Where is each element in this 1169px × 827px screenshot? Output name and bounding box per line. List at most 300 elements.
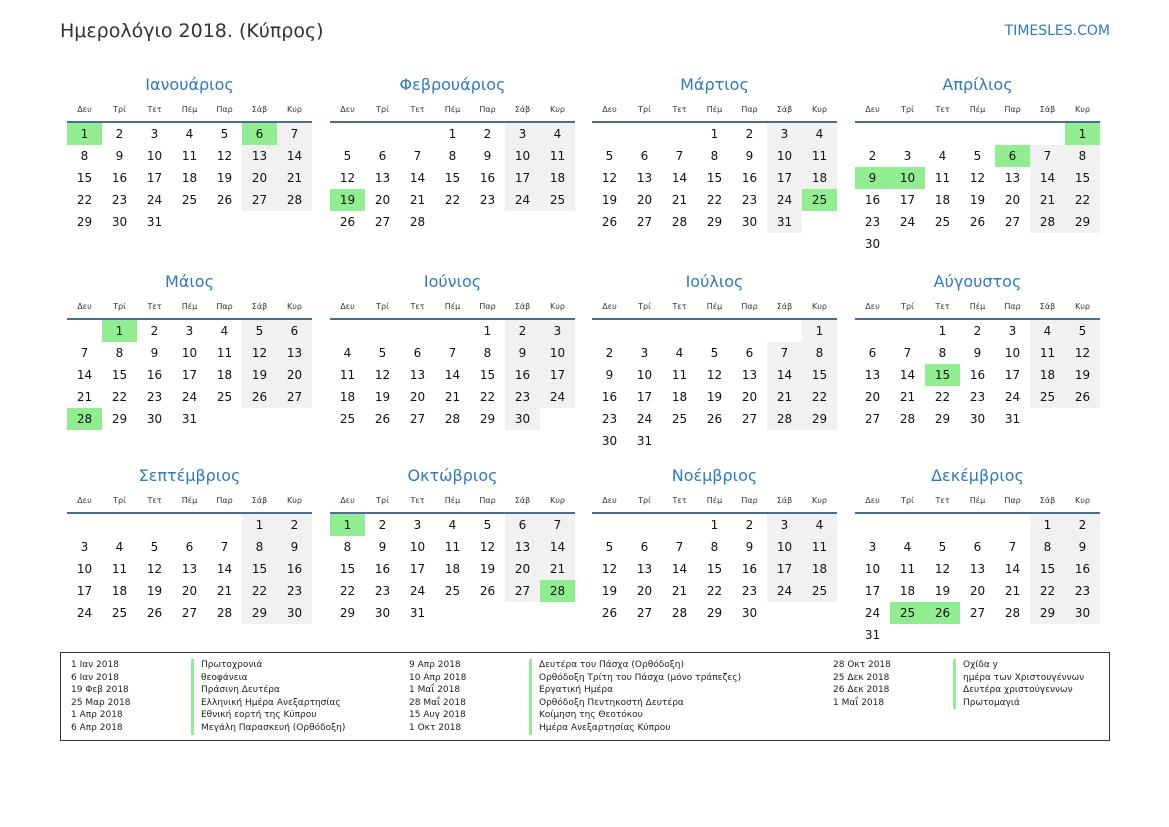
day-cell[interactable]: 3 xyxy=(80,540,89,554)
day-cell[interactable]: 11 xyxy=(540,145,575,167)
day-cell[interactable]: 13 xyxy=(864,368,881,382)
day-cell[interactable]: 27 xyxy=(636,606,653,620)
day-cell[interactable]: 12 xyxy=(1065,342,1100,364)
day-cell[interactable]: 6 xyxy=(995,145,1030,167)
day-cell[interactable]: 21 xyxy=(76,390,93,404)
day-cell[interactable]: 2 xyxy=(277,514,312,536)
day-cell[interactable]: 30 xyxy=(741,215,758,229)
day-cell[interactable]: 25 xyxy=(111,606,128,620)
day-cell[interactable]: 18 xyxy=(802,167,837,189)
day-cell[interactable]: 18 xyxy=(216,368,233,382)
day-cell[interactable]: 16 xyxy=(741,562,758,576)
day-cell[interactable]: 26 xyxy=(925,602,960,624)
day-cell[interactable]: 29 xyxy=(802,408,837,430)
day-cell[interactable]: 3 xyxy=(1008,324,1017,338)
day-cell[interactable]: 13 xyxy=(969,562,986,576)
day-cell[interactable]: 8 xyxy=(938,346,947,360)
day-cell[interactable]: 14 xyxy=(767,364,802,386)
day-cell[interactable]: 3 xyxy=(767,514,802,536)
day-cell[interactable]: 11 xyxy=(181,149,198,163)
day-cell[interactable]: 3 xyxy=(413,518,422,532)
day-cell[interactable]: 4 xyxy=(938,149,947,163)
site-link[interactable]: TIMESLES.COM xyxy=(1004,23,1110,39)
day-cell[interactable]: 21 xyxy=(1030,189,1065,211)
day-cell[interactable]: 4 xyxy=(802,514,837,536)
day-cell[interactable]: 19 xyxy=(216,171,233,185)
day-cell[interactable]: 25 xyxy=(802,189,837,211)
day-cell[interactable]: 9 xyxy=(1065,536,1100,558)
day-cell[interactable]: 7 xyxy=(675,540,684,554)
day-cell[interactable]: 15 xyxy=(1065,167,1100,189)
day-cell[interactable]: 24 xyxy=(505,189,540,211)
day-cell[interactable]: 19 xyxy=(330,189,365,211)
day-cell[interactable]: 26 xyxy=(969,215,986,229)
day-cell[interactable]: 24 xyxy=(181,390,198,404)
day-cell[interactable]: 21 xyxy=(409,193,426,207)
day-cell[interactable]: 15 xyxy=(706,171,723,185)
day-cell[interactable]: 1 xyxy=(710,518,719,532)
day-cell[interactable]: 29 xyxy=(706,606,723,620)
day-cell[interactable]: 20 xyxy=(1004,193,1021,207)
day-cell[interactable]: 22 xyxy=(934,390,951,404)
day-cell[interactable]: 18 xyxy=(111,584,128,598)
day-cell[interactable]: 13 xyxy=(741,368,758,382)
day-cell[interactable]: 8 xyxy=(242,536,277,558)
day-cell[interactable]: 10 xyxy=(1004,346,1021,360)
day-cell[interactable]: 9 xyxy=(505,342,540,364)
day-cell[interactable]: 31 xyxy=(409,606,426,620)
day-cell[interactable]: 14 xyxy=(1004,562,1021,576)
day-cell[interactable]: 28 xyxy=(216,606,233,620)
day-cell[interactable]: 25 xyxy=(444,584,461,598)
day-cell[interactable]: 28 xyxy=(444,412,461,426)
day-cell[interactable]: 5 xyxy=(378,346,387,360)
day-cell[interactable]: 22 xyxy=(802,386,837,408)
day-cell[interactable]: 25 xyxy=(1030,386,1065,408)
day-cell[interactable]: 11 xyxy=(1030,342,1065,364)
day-cell[interactable]: 31 xyxy=(146,215,163,229)
day-cell[interactable]: 23 xyxy=(277,580,312,602)
day-cell[interactable]: 23 xyxy=(601,412,618,426)
day-cell[interactable]: 7 xyxy=(413,149,422,163)
day-cell[interactable]: 2 xyxy=(378,518,387,532)
day-cell[interactable]: 6 xyxy=(640,149,649,163)
day-cell[interactable]: 4 xyxy=(115,540,124,554)
day-cell[interactable]: 4 xyxy=(1030,320,1065,342)
day-cell[interactable]: 20 xyxy=(864,390,881,404)
day-cell[interactable]: 30 xyxy=(277,602,312,624)
day-cell[interactable]: 14 xyxy=(277,145,312,167)
day-cell[interactable]: 3 xyxy=(540,320,575,342)
day-cell[interactable]: 15 xyxy=(111,368,128,382)
day-cell[interactable]: 19 xyxy=(479,562,496,576)
day-cell[interactable]: 23 xyxy=(864,215,881,229)
day-cell[interactable]: 11 xyxy=(216,346,233,360)
day-cell[interactable]: 16 xyxy=(146,368,163,382)
day-cell[interactable]: 26 xyxy=(374,412,391,426)
day-cell[interactable]: 22 xyxy=(76,193,93,207)
day-cell[interactable]: 17 xyxy=(864,584,881,598)
day-cell[interactable]: 19 xyxy=(146,584,163,598)
day-cell[interactable]: 21 xyxy=(444,390,461,404)
day-cell[interactable]: 8 xyxy=(343,540,352,554)
day-cell[interactable]: 25 xyxy=(540,189,575,211)
day-cell[interactable]: 8 xyxy=(802,342,837,364)
day-cell[interactable]: 27 xyxy=(181,606,198,620)
day-cell[interactable]: 11 xyxy=(111,562,128,576)
day-cell[interactable]: 8 xyxy=(448,149,457,163)
day-cell[interactable]: 5 xyxy=(973,149,982,163)
day-cell[interactable]: 3 xyxy=(903,149,912,163)
day-cell[interactable]: 11 xyxy=(899,562,916,576)
day-cell[interactable]: 20 xyxy=(374,193,391,207)
day-cell[interactable]: 24 xyxy=(1004,390,1021,404)
day-cell[interactable]: 11 xyxy=(802,145,837,167)
day-cell[interactable]: 14 xyxy=(1030,167,1065,189)
day-cell[interactable]: 26 xyxy=(706,412,723,426)
day-cell[interactable]: 5 xyxy=(220,127,229,141)
day-cell[interactable]: 28 xyxy=(540,580,575,602)
day-cell[interactable]: 21 xyxy=(277,167,312,189)
day-cell[interactable]: 4 xyxy=(448,518,457,532)
day-cell[interactable]: 10 xyxy=(636,368,653,382)
day-cell[interactable]: 6 xyxy=(277,320,312,342)
day-cell[interactable]: 17 xyxy=(899,193,916,207)
day-cell[interactable]: 1 xyxy=(448,127,457,141)
day-cell[interactable]: 11 xyxy=(802,536,837,558)
day-cell[interactable]: 6 xyxy=(745,346,754,360)
day-cell[interactable]: 12 xyxy=(969,171,986,185)
day-cell[interactable]: 20 xyxy=(181,584,198,598)
day-cell[interactable]: 10 xyxy=(864,562,881,576)
day-cell[interactable]: 3 xyxy=(640,346,649,360)
day-cell[interactable]: 25 xyxy=(671,412,688,426)
day-cell[interactable]: 14 xyxy=(671,171,688,185)
day-cell[interactable]: 20 xyxy=(741,390,758,404)
day-cell[interactable]: 23 xyxy=(374,584,391,598)
day-cell[interactable]: 27 xyxy=(242,189,277,211)
day-cell[interactable]: 17 xyxy=(76,584,93,598)
day-cell[interactable]: 16 xyxy=(1065,558,1100,580)
day-cell[interactable]: 18 xyxy=(802,558,837,580)
day-cell[interactable]: 6 xyxy=(640,540,649,554)
day-cell[interactable]: 19 xyxy=(374,390,391,404)
day-cell[interactable]: 12 xyxy=(374,368,391,382)
day-cell[interactable]: 24 xyxy=(636,412,653,426)
day-cell[interactable]: 14 xyxy=(671,562,688,576)
day-cell[interactable]: 15 xyxy=(479,368,496,382)
day-cell[interactable]: 8 xyxy=(1065,145,1100,167)
day-cell[interactable]: 25 xyxy=(216,390,233,404)
day-cell[interactable]: 15 xyxy=(802,364,837,386)
day-cell[interactable]: 3 xyxy=(868,540,877,554)
day-cell[interactable]: 21 xyxy=(671,584,688,598)
day-cell[interactable]: 13 xyxy=(636,171,653,185)
day-cell[interactable]: 13 xyxy=(242,145,277,167)
day-cell[interactable]: 14 xyxy=(540,536,575,558)
day-cell[interactable]: 13 xyxy=(505,536,540,558)
day-cell[interactable]: 16 xyxy=(505,364,540,386)
day-cell[interactable]: 22 xyxy=(479,390,496,404)
day-cell[interactable]: 25 xyxy=(339,412,356,426)
day-cell[interactable]: 23 xyxy=(146,390,163,404)
day-cell[interactable]: 8 xyxy=(710,540,719,554)
day-cell[interactable]: 28 xyxy=(671,606,688,620)
day-cell[interactable]: 13 xyxy=(374,171,391,185)
day-cell[interactable]: 4 xyxy=(675,346,684,360)
day-cell[interactable]: 17 xyxy=(409,562,426,576)
day-cell[interactable]: 11 xyxy=(444,540,461,554)
day-cell[interactable]: 24 xyxy=(146,193,163,207)
day-cell[interactable]: 29 xyxy=(934,412,951,426)
day-cell[interactable]: 26 xyxy=(339,215,356,229)
day-cell[interactable]: 9 xyxy=(855,167,890,189)
day-cell[interactable]: 25 xyxy=(802,580,837,602)
day-cell[interactable]: 29 xyxy=(1030,602,1065,624)
day-cell[interactable]: 23 xyxy=(741,193,758,207)
day-cell[interactable]: 18 xyxy=(899,584,916,598)
day-cell[interactable]: 9 xyxy=(483,149,492,163)
day-cell[interactable]: 28 xyxy=(67,408,102,430)
day-cell[interactable]: 7 xyxy=(675,149,684,163)
day-cell[interactable]: 9 xyxy=(378,540,387,554)
day-cell[interactable]: 19 xyxy=(601,193,618,207)
day-cell[interactable]: 13 xyxy=(181,562,198,576)
day-cell[interactable]: 4 xyxy=(903,540,912,554)
day-cell[interactable]: 21 xyxy=(767,386,802,408)
day-cell[interactable]: 24 xyxy=(767,189,802,211)
day-cell[interactable]: 24 xyxy=(864,606,881,620)
day-cell[interactable]: 9 xyxy=(745,540,754,554)
day-cell[interactable]: 12 xyxy=(601,171,618,185)
day-cell[interactable]: 12 xyxy=(216,149,233,163)
day-cell[interactable]: 24 xyxy=(767,580,802,602)
day-cell[interactable]: 14 xyxy=(409,171,426,185)
day-cell[interactable]: 2 xyxy=(745,518,754,532)
day-cell[interactable]: 16 xyxy=(601,390,618,404)
day-cell[interactable]: 9 xyxy=(115,149,124,163)
day-cell[interactable]: 8 xyxy=(483,346,492,360)
day-cell[interactable]: 26 xyxy=(1065,386,1100,408)
day-cell[interactable]: 11 xyxy=(671,368,688,382)
day-cell[interactable]: 23 xyxy=(1065,580,1100,602)
day-cell[interactable]: 23 xyxy=(111,193,128,207)
day-cell[interactable]: 22 xyxy=(1030,580,1065,602)
day-cell[interactable]: 28 xyxy=(1030,211,1065,233)
day-cell[interactable]: 20 xyxy=(636,193,653,207)
day-cell[interactable]: 6 xyxy=(505,514,540,536)
day-cell[interactable]: 9 xyxy=(605,368,614,382)
day-cell[interactable]: 23 xyxy=(479,193,496,207)
day-cell[interactable]: 28 xyxy=(277,189,312,211)
day-cell[interactable]: 28 xyxy=(899,412,916,426)
day-cell[interactable]: 12 xyxy=(242,342,277,364)
day-cell[interactable]: 6 xyxy=(868,346,877,360)
day-cell[interactable]: 10 xyxy=(181,346,198,360)
day-cell[interactable]: 15 xyxy=(706,562,723,576)
day-cell[interactable]: 14 xyxy=(899,368,916,382)
day-cell[interactable]: 21 xyxy=(1004,584,1021,598)
day-cell[interactable]: 7 xyxy=(540,514,575,536)
day-cell[interactable]: 5 xyxy=(343,149,352,163)
day-cell[interactable]: 12 xyxy=(934,562,951,576)
day-cell[interactable]: 14 xyxy=(76,368,93,382)
day-cell[interactable]: 28 xyxy=(671,215,688,229)
day-cell[interactable]: 1 xyxy=(938,324,947,338)
day-cell[interactable]: 9 xyxy=(277,536,312,558)
day-cell[interactable]: 22 xyxy=(706,193,723,207)
day-cell[interactable]: 22 xyxy=(111,390,128,404)
day-cell[interactable]: 30 xyxy=(1065,602,1100,624)
day-cell[interactable]: 11 xyxy=(934,171,951,185)
day-cell[interactable]: 19 xyxy=(242,364,277,386)
day-cell[interactable]: 17 xyxy=(767,558,802,580)
day-cell[interactable]: 30 xyxy=(969,412,986,426)
day-cell[interactable]: 5 xyxy=(150,540,159,554)
day-cell[interactable]: 27 xyxy=(374,215,391,229)
day-cell[interactable]: 12 xyxy=(601,562,618,576)
day-cell[interactable]: 24 xyxy=(76,606,93,620)
day-cell[interactable]: 31 xyxy=(636,434,653,448)
day-cell[interactable]: 31 xyxy=(864,628,881,642)
day-cell[interactable]: 26 xyxy=(242,386,277,408)
day-cell[interactable]: 30 xyxy=(864,237,881,251)
day-cell[interactable]: 10 xyxy=(505,145,540,167)
day-cell[interactable]: 30 xyxy=(111,215,128,229)
day-cell[interactable]: 25 xyxy=(181,193,198,207)
day-cell[interactable]: 3 xyxy=(185,324,194,338)
day-cell[interactable]: 7 xyxy=(277,123,312,145)
day-cell[interactable]: 26 xyxy=(601,606,618,620)
day-cell[interactable]: 27 xyxy=(969,606,986,620)
day-cell[interactable]: 28 xyxy=(409,215,426,229)
day-cell[interactable]: 2 xyxy=(868,149,877,163)
day-cell[interactable]: 10 xyxy=(890,167,925,189)
day-cell[interactable]: 2 xyxy=(150,324,159,338)
day-cell[interactable]: 10 xyxy=(146,149,163,163)
day-cell[interactable]: 16 xyxy=(969,368,986,382)
day-cell[interactable]: 1 xyxy=(1065,123,1100,145)
day-cell[interactable]: 7 xyxy=(1030,145,1065,167)
day-cell[interactable]: 8 xyxy=(80,149,89,163)
day-cell[interactable]: 31 xyxy=(1004,412,1021,426)
day-cell[interactable]: 26 xyxy=(146,606,163,620)
day-cell[interactable]: 27 xyxy=(636,215,653,229)
day-cell[interactable]: 27 xyxy=(505,580,540,602)
day-cell[interactable]: 29 xyxy=(706,215,723,229)
day-cell[interactable]: 29 xyxy=(339,606,356,620)
day-cell[interactable]: 17 xyxy=(636,390,653,404)
day-cell[interactable]: 2 xyxy=(1065,514,1100,536)
day-cell[interactable]: 23 xyxy=(741,584,758,598)
day-cell[interactable]: 19 xyxy=(934,584,951,598)
day-cell[interactable]: 18 xyxy=(444,562,461,576)
day-cell[interactable]: 30 xyxy=(741,606,758,620)
day-cell[interactable]: 6 xyxy=(973,540,982,554)
day-cell[interactable]: 26 xyxy=(601,215,618,229)
day-cell[interactable]: 30 xyxy=(374,606,391,620)
day-cell[interactable]: 21 xyxy=(671,193,688,207)
day-cell[interactable]: 18 xyxy=(540,167,575,189)
day-cell[interactable]: 15 xyxy=(444,171,461,185)
day-cell[interactable]: 1 xyxy=(102,320,137,342)
day-cell[interactable]: 13 xyxy=(1004,171,1021,185)
day-cell[interactable]: 20 xyxy=(242,167,277,189)
day-cell[interactable]: 7 xyxy=(80,346,89,360)
day-cell[interactable]: 27 xyxy=(1004,215,1021,229)
day-cell[interactable]: 1 xyxy=(483,324,492,338)
day-cell[interactable]: 1 xyxy=(67,123,102,145)
day-cell[interactable]: 19 xyxy=(969,193,986,207)
day-cell[interactable]: 1 xyxy=(802,320,837,342)
day-cell[interactable]: 5 xyxy=(483,518,492,532)
day-cell[interactable]: 12 xyxy=(479,540,496,554)
day-cell[interactable]: 2 xyxy=(745,127,754,141)
day-cell[interactable]: 10 xyxy=(540,342,575,364)
day-cell[interactable]: 29 xyxy=(111,412,128,426)
day-cell[interactable]: 6 xyxy=(242,123,277,145)
day-cell[interactable]: 18 xyxy=(1030,364,1065,386)
day-cell[interactable]: 18 xyxy=(934,193,951,207)
day-cell[interactable]: 6 xyxy=(185,540,194,554)
day-cell[interactable]: 7 xyxy=(448,346,457,360)
day-cell[interactable]: 29 xyxy=(479,412,496,426)
day-cell[interactable]: 25 xyxy=(934,215,951,229)
day-cell[interactable]: 13 xyxy=(409,368,426,382)
day-cell[interactable]: 22 xyxy=(706,584,723,598)
day-cell[interactable]: 9 xyxy=(150,346,159,360)
day-cell[interactable]: 20 xyxy=(277,364,312,386)
day-cell[interactable]: 16 xyxy=(111,171,128,185)
day-cell[interactable]: 16 xyxy=(741,171,758,185)
day-cell[interactable]: 14 xyxy=(216,562,233,576)
day-cell[interactable]: 18 xyxy=(339,390,356,404)
day-cell[interactable]: 15 xyxy=(339,562,356,576)
day-cell[interactable]: 4 xyxy=(220,324,229,338)
day-cell[interactable]: 30 xyxy=(601,434,618,448)
day-cell[interactable]: 28 xyxy=(1004,606,1021,620)
day-cell[interactable]: 30 xyxy=(146,412,163,426)
day-cell[interactable]: 12 xyxy=(339,171,356,185)
day-cell[interactable]: 3 xyxy=(150,127,159,141)
day-cell[interactable]: 31 xyxy=(767,211,802,233)
day-cell[interactable]: 4 xyxy=(185,127,194,141)
day-cell[interactable]: 16 xyxy=(479,171,496,185)
day-cell[interactable]: 31 xyxy=(181,412,198,426)
day-cell[interactable]: 8 xyxy=(710,149,719,163)
day-cell[interactable]: 22 xyxy=(339,584,356,598)
day-cell[interactable]: 1 xyxy=(242,514,277,536)
day-cell[interactable]: 20 xyxy=(636,584,653,598)
day-cell[interactable]: 9 xyxy=(973,346,982,360)
day-cell[interactable]: 19 xyxy=(1065,364,1100,386)
day-cell[interactable]: 28 xyxy=(767,408,802,430)
day-cell[interactable]: 29 xyxy=(1065,211,1100,233)
day-cell[interactable]: 7 xyxy=(1008,540,1017,554)
day-cell[interactable]: 23 xyxy=(505,386,540,408)
day-cell[interactable]: 19 xyxy=(601,584,618,598)
day-cell[interactable]: 16 xyxy=(277,558,312,580)
day-cell[interactable]: 27 xyxy=(864,412,881,426)
day-cell[interactable]: 7 xyxy=(767,342,802,364)
day-cell[interactable]: 27 xyxy=(409,412,426,426)
day-cell[interactable]: 26 xyxy=(479,584,496,598)
day-cell[interactable]: 7 xyxy=(220,540,229,554)
day-cell[interactable]: 18 xyxy=(181,171,198,185)
day-cell[interactable]: 4 xyxy=(540,123,575,145)
day-cell[interactable]: 24 xyxy=(540,386,575,408)
day-cell[interactable]: 24 xyxy=(409,584,426,598)
